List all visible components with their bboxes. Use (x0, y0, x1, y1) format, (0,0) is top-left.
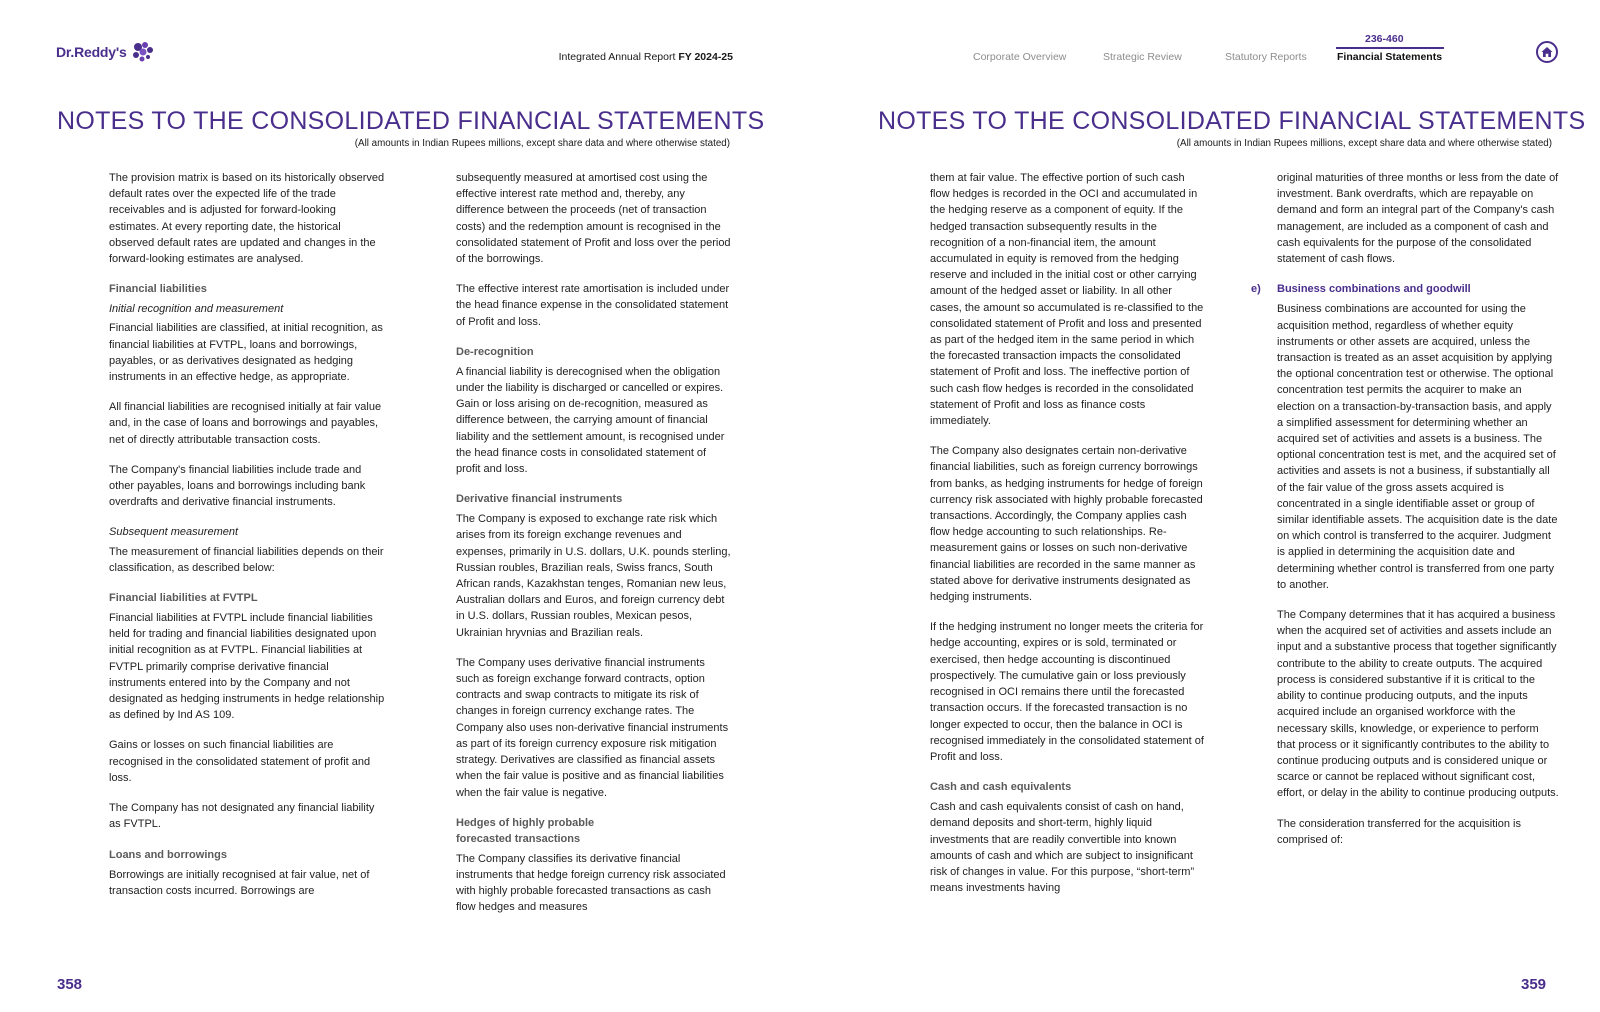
paragraph: The measurement of financial liabilities depends on their classification, as described below: (109, 545, 384, 574)
paragraph: The Company's financial liabilities include trade and other payables, loans and borrowings including bank overdrafts and derivative financial instruments. (109, 463, 366, 509)
paragraph: A financial liability is derecognised when the obligation under the liability is discharged or cancelled or expires. Gain or loss arising on de-recognition, measured as difference between, the carrying amount of financial liability and the settlement amount, is recognised under the head finance costs in consolidated statement of profit and loss. (456, 365, 725, 476)
section-heading: Hedges of highly probable (456, 816, 595, 829)
right-page-subheading: (All amounts in Indian Rupees millions, except share data and where otherwise stated) (1176, 138, 1552, 149)
logo-mark-icon (130, 41, 154, 63)
home-icon[interactable] (1536, 41, 1558, 63)
report-title: Integrated Annual Report FY 2024-25 (558, 51, 733, 63)
paragraph: Borrowings are initially recognised at fair value, net of transaction costs incurred. Borrowings are (109, 868, 370, 897)
subsection-heading: Initial recognition and measurement (109, 303, 284, 316)
paragraph: Business combinations are accounted for using the acquisition method, regardless of whether equity instruments or other assets are acquired, unless the transaction is treated as an asset acquisition by applying the optional concentration test or otherwise. The optional concentration test permits the acquirer to make an election on a transaction-by-transaction basis, and apply a simplified assessment for determining whether an acquired set of activities and assets is a business. The optional concentration test is met, and the acquired set of activities and assets is not a business, if substantially all of the fair value of the gross assets acquired is concentrated in a single identifiable asset or group of similar identifiable assets. The acquisition date is the date on which control is transferred to the acquirer. Judgment is applied in determining the acquisition date and determining whether control is transferred from one party to another. (1277, 303, 1558, 591)
paragraph: The Company uses derivative financial instruments such as foreign exchange forward contracts, option contracts and swap contracts to mitigate its risk of changes in foreign currency exchange rates. The Company also uses non-derivative financial instruments as part of its foreign currency exposure risk mitigation strategy. Derivatives are classified as financial assets when the fair value is positive and as financial liabilities when the fair value is negative. (456, 656, 729, 799)
section-heading: Financial liabilities at FVTPL (109, 592, 258, 605)
section-e (1251, 281, 1559, 297)
left-column-1 (109, 170, 387, 899)
paragraph: Financial liabilities at FVTPL include financial liabilities held for trading and financial liabilities designated upon initial recognition as at FVTPL. Financial liabilities at FVTPL primarily comprise derivative financial instruments entered into by the Company and not designated as hedging instruments in hedge relationship as defined by Ind AS 109. (109, 612, 385, 722)
nav-strategic-review[interactable]: Strategic Review (1103, 51, 1182, 63)
paragraph: The Company also designates certain non-derivative financial liabilities, such as foreign currency borrowings from banks, as hedging instruments for hedge of foreign currency risk associated with highly probable forecasted transactions. Accordingly, the Company applies cash flow hedge accounting to such relationships. Re-measurement gains or losses on such non-derivative financial liabilities are recorded in the same manner as stated above for derivative instruments designated as hedging instruments. (930, 445, 1203, 604)
page-range: 236-460 (1365, 33, 1404, 45)
section-letter: e) (1251, 283, 1261, 296)
nav-financial-statements[interactable]: Financial Statements (1337, 51, 1443, 63)
company-logo (56, 41, 154, 63)
left-column-2 (456, 170, 731, 916)
right-column-1 (930, 170, 1206, 896)
page-number-left: 358 (57, 976, 83, 993)
paragraph: The effective interest rate amortisation is included under the head finance expense in the consolidated statement of Profit and loss. (456, 283, 730, 328)
section-heading: Financial liabilities (109, 283, 207, 296)
paragraph: subsequently measured at amortised cost using the effective interest rate method and, thereby, any difference between the proceeds (net of transaction costs) and the redemption amount is recognised in the consolidated statement of Profit and loss over the period of the borrowings. (456, 172, 731, 266)
section-heading: Cash and cash equivalents (930, 781, 1072, 794)
paragraph: them at fair value. The effective portion of such cash flow hedges is recorded in the OCI and accumulated in the hedging reserve as a component of equity. If the hedged transaction subsequently results in the recognition of a non-financial item, the amount accumulated in equity is removed from the hedging reserve and included in the initial cost or other carrying amount of the hedged asset or liability. In all other cases, the amount so accumulated is re-classified to the consolidated statement of Profit and loss and presented as part of the hedged item in the same period in which the forecasted transaction impacts the consolidated statement of Profit and loss. The ineffective portion of such cash flow hedges is recorded in the consolidated statement of Profit and loss as finance costs immediately. (930, 172, 1204, 428)
page-number-right: 359 (1521, 976, 1547, 993)
paragraph: All financial liabilities are recognised initially at fair value and, in the case of loans and borrowings and payables, net of directly attributable transaction costs. (109, 401, 382, 446)
right-page-heading: NOTES TO THE CONSOLIDATED FINANCIAL STATEMENTS (878, 107, 1586, 135)
paragraph: The Company has not designated any financial liability as FVTPL. (109, 802, 375, 831)
left-page-heading: NOTES TO THE CONSOLIDATED FINANCIAL STATEMENTS (57, 107, 765, 135)
paragraph: original maturities of three months or less from the date of investment. Bank overdrafts, which are repayable on demand and form an integral part of the Company's cash management, are included as a component of cash and cash equivalents for the purpose of the consolidated statement of cash flows. (1277, 172, 1559, 266)
paragraph: Cash and cash equivalents consist of cash on hand, demand deposits and short-term, highly liquid investments that are readily convertible into known amounts of cash and which are subject to insignificant risk of changes in value. For this purpose, “short-term” means investments having (930, 801, 1195, 895)
nav-statutory-reports[interactable]: Statutory Reports (1225, 51, 1307, 63)
paragraph: Gains or losses on such financial liabilities are recognised in the consolidated statement of profit and loss. (109, 739, 371, 784)
subsection-heading: Subsequent measurement (109, 526, 239, 539)
section-heading: forecasted transactions (456, 832, 581, 845)
section-heading: De-recognition (456, 345, 534, 358)
paragraph: The consideration transferred for the acquisition is comprised of: (1277, 817, 1521, 846)
logo-text: Dr.Reddy's (56, 44, 127, 60)
section-title: Business combinations and goodwill (1277, 283, 1471, 296)
section-heading: Loans and borrowings (109, 848, 227, 861)
paragraph: The Company is exposed to exchange rate risk which arises from its foreign exchange revenues and expenses, primarily in U.S. dollars, U.K. pounds sterling, Russian roubles, Brazilian reals, Swiss francs, South African rands, Kazakhstan tenges, Romanian new leus, Australian dollars and Euros, and foreign currency debt in U.S. dollars, Russian roubles, Mexican pesos, Ukrainian hryvnias and Brazilian reals. (456, 513, 731, 639)
paragraph: If the hedging instrument no longer meets the criteria for hedge accounting, expires or is sold, terminated or exercised, then hedge accounting is discontinued prospectively. The cumulative gain or loss previously recognised in OCI remains there until the forecasted transaction occurs. If the forecasted transaction is no longer expected to occur, then the balance in OCI is recognised immediately in the consolidated statement of Profit and loss. (930, 621, 1204, 763)
right-column-2 (1251, 170, 1559, 848)
left-page-subheading: (All amounts in Indian Rupees millions, except share data and where otherwise stated) (354, 138, 730, 149)
paragraph: The provision matrix is based on its historically observed default rates over the expected life of the trade receivables and is adjusted for forward-looking estimates. At every reporting date, the historical observed default rates are updated and changes in the forward-looking estimates are analysed. (109, 172, 385, 266)
paragraph: The Company determines that it has acquired a business when the acquired set of activities and assets include an input and a substantive process that together significantly contribute to the ability to create outputs. The acquired process is considered substantive if it is critical to the ability to continue producing outputs, and the inputs acquired include an organised workforce with the necessary skills, knowledge, or experience to perform that process or it significantly contributes to the ability to continue producing outputs and is considered unique or scarce or cannot be replaced without significant cost, effort, or delay in the ability to continue producing outputs. (1277, 609, 1559, 800)
paragraph: The Company classifies its derivative financial instruments that hedge foreign currency risk associated with highly probable forecasted transactions as cash flow hedges and measures (456, 852, 726, 914)
active-nav-indicator (1336, 47, 1444, 49)
section-heading: Derivative financial instruments (456, 493, 623, 506)
nav-corporate-overview[interactable]: Corporate Overview (973, 51, 1067, 63)
paragraph: Financial liabilities are classified, at initial recognition, as financial liabilities at FVTPL, loans and borrowings, payables, or as derivatives designated as hedging instruments in an effective hedge, as appropriate. (109, 322, 383, 384)
